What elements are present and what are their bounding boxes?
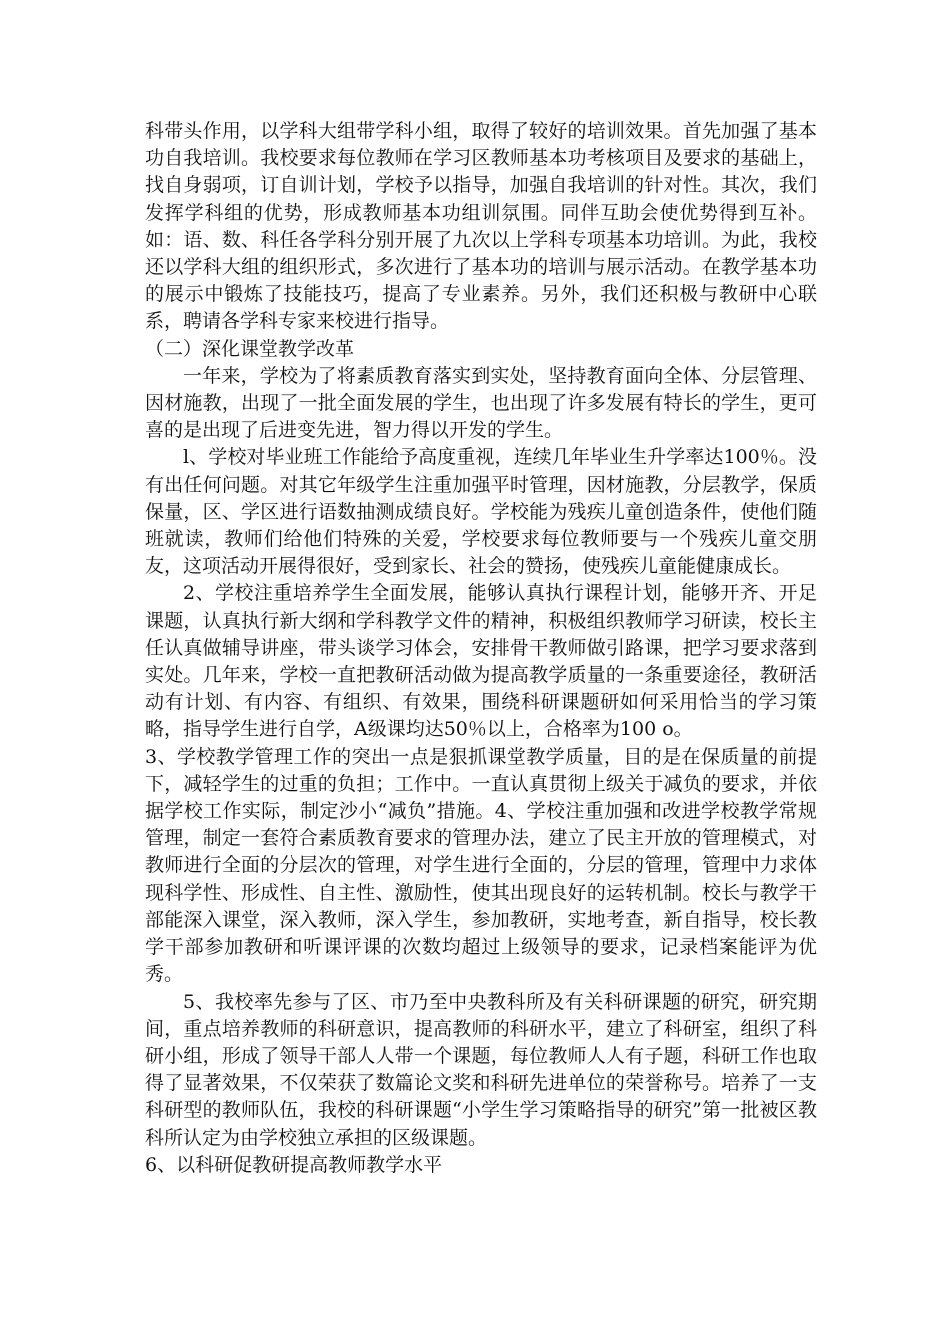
paragraph-item-5-research: 5、我校率先参与了区、市乃至中央教科所及有关科研课题的研究，研究期间，重点培养教师的科研意识，提高教师的科研水平，建立了科研室，组织了科研小组，形成了领导干部人人带一个课题，每位教师人人有子题，科研工作也取得了显著效果，不仅荣获了数篇论文奖和科研先进单位的荣誉称号。培养了一支科研型的教师队伍，我校的科研课题“小学生学习策略指导的研究”第一批被区教科所认定为由学校独立承担的区级课题。 bbox=[145, 990, 817, 1149]
section-heading-item-6: 6、以科研促教研提高教师教学水平 bbox=[145, 1153, 443, 1176]
paragraph-item-3-4-teaching-management: 3、学校教学管理工作的突出一点是狠抓课堂教学质量，目的是在保质量的前提下，减轻学生的过重的负担；工作中。一直认真贯彻上级关于减负的要求，并依据学校工作实际，制定沙小“减负”措施。4、学校注重加强和改进学校教学常规管理，制定一套符合素质教育要求的管理办法，建立了民主开放的管理模式，对教师进行全面的分层次的管理，对学生进行全面的，分层的管理，管理中力求体现科学性、形成性、自主性、激励性，使其出现良好的运转机制。校长与教学干部能深入课堂，深入教师，深入学生，参加教研，实地考查，新自指导，校长教学干部参加教研和听课评课的次数均超过上级领导的要求，记录档案能评为优秀。 bbox=[145, 745, 817, 986]
document-page bbox=[145, 118, 817, 1179]
paragraph-training: 科带头作用，以学科大组带学科小组，取得了较好的培训效果。首先加强了基本功自我培训。我校要求每位教师在学习区教师基本功考核项目及要求的基础上，找自身弱项，订自训计划，学校予以指导，加强自我培训的针对性。其次，我们发挥学科组的优势，形成教师基本功组训氛围。同伴互助会使优势得到互补。如：语、数、科任各学科分别开展了九次以上学科专项基本功培训。为此，我校还以学科大组的组织形式，多次进行了基本功的培训与展示活动。在教学基本功的展示中锻炼了技能技巧，提高了专业素养。另外，我们还积极与教研中心联系，聘请各学科专家来校进行指导。 bbox=[145, 120, 817, 333]
paragraph-item-1-graduating-class: l、学校对毕业班工作能给予高度重视，连续几年毕业生升学率达100％。没有出任何问题。对其它年级学生注重加强平时管理，因材施教，分层教学，保质保量，区、学区进行语数抽测成绩良好。学校能为残疾儿童创造条件，使他们随班就读，教师们给他们特殊的关爱，学校要求每位教师要与一个残疾儿童交朋友，这项活动开展得很好，受到家长、社会的赞扬，使残疾儿童能健康成长。 bbox=[145, 446, 817, 578]
paragraph-item-2-all-round-development: 2、学校注重培养学生全面发展，能够认真执行课程计划，能够开齐、开足课题，认真执行新大纲和学科教学文件的精神，积极组织教师学习研读，校长主任认真做辅导讲座，带头谈学习体会，安排骨干教师做引路课，把学习要求落到实处。几年来，学校一直把教研活动做为提高教学质量的一条重要途径，教研活动有计划、有内容、有组织、有效果，围绕科研课题研如何采用恰当的学习策略，指导学生进行自学，A级课均达50％以上，合格率为100 o。 bbox=[145, 582, 817, 741]
section-heading-classroom-reform: （二）深化课堂教学改革 bbox=[145, 337, 355, 360]
paragraph-quality-education: 一年来，学校为了将素质教育落实到实处，坚持教育面向全体、分层管理、因材施教，出现了一批全面发展的学生，也出现了许多发展有特长的学生，更可喜的是出现了后进变先进，智力得以开发的学生。 bbox=[145, 364, 817, 442]
